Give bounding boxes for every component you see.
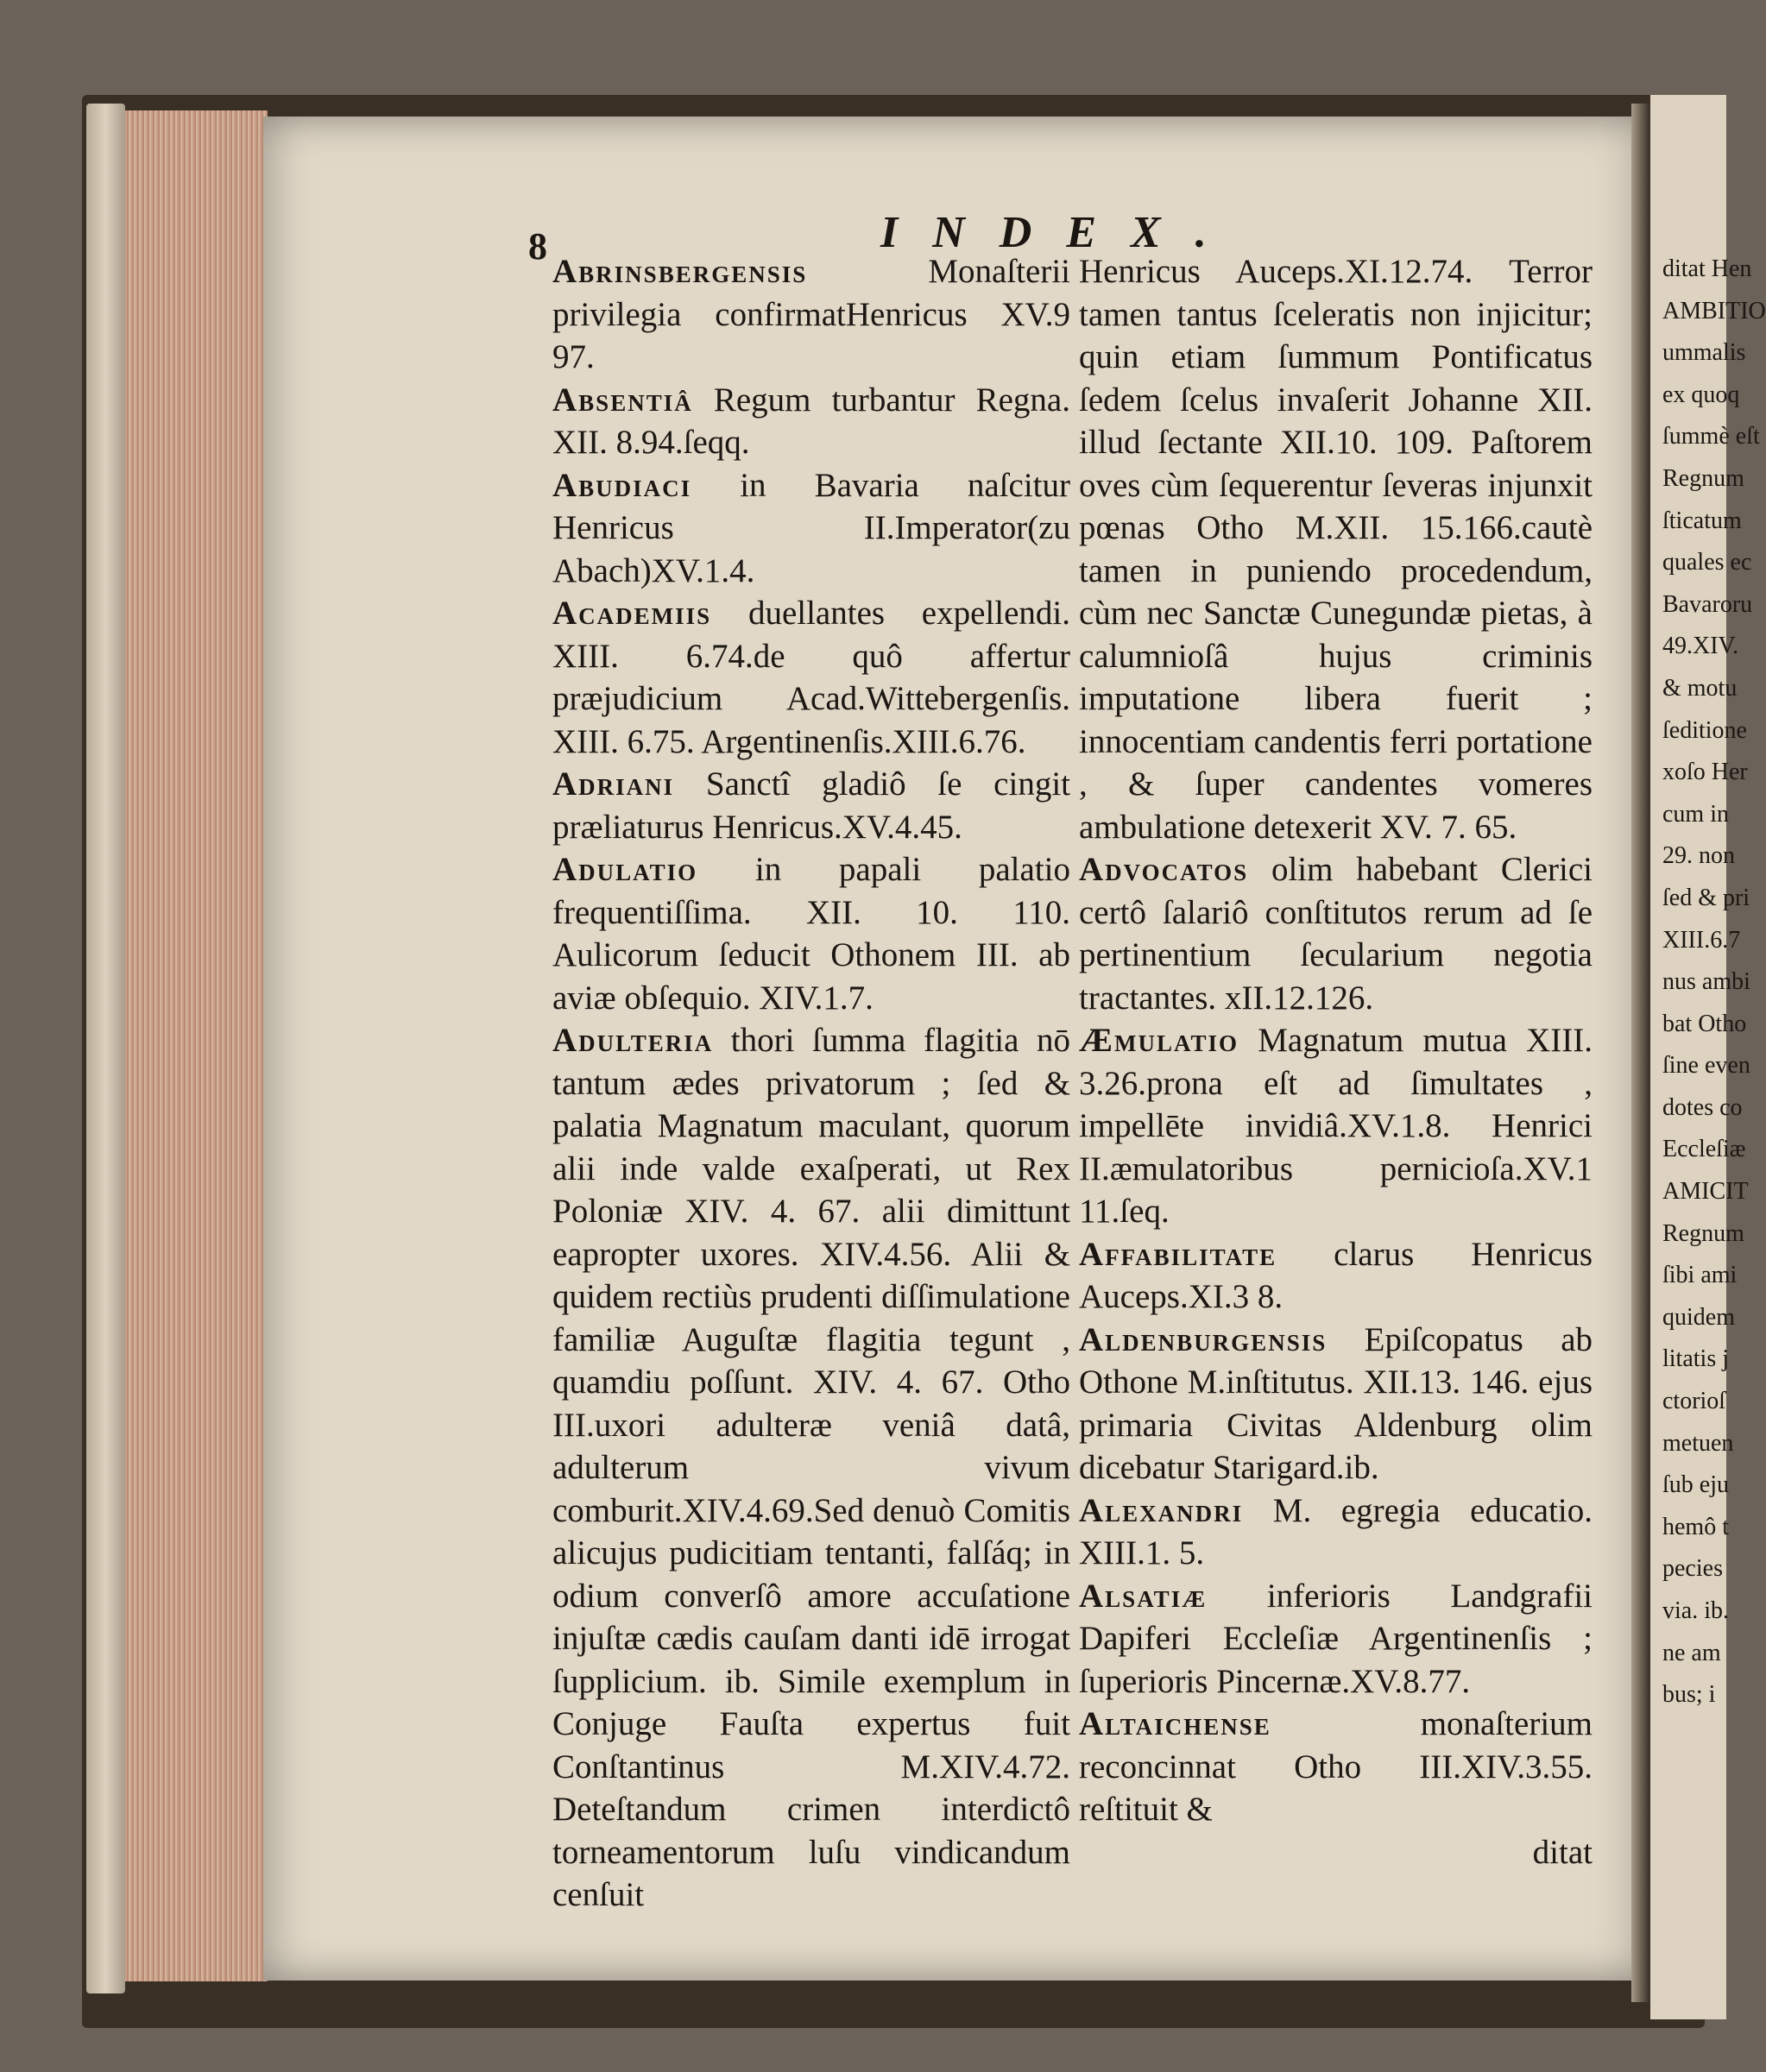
index-entry [552,848,1070,1019]
index-entry [1079,1489,1593,1575]
next-page-line: cum in [1662,800,1729,828]
next-page-line: xoſo Her [1662,759,1748,786]
next-page-line: bat Otho [1662,1010,1747,1037]
entry-lemma: Alexandri [1079,1491,1244,1529]
next-page-line: pecies [1662,1555,1723,1583]
index-entry [552,1019,1070,1917]
next-page-line: XIII.6.7 [1662,926,1741,954]
next-page-line: AMICIT [1662,1178,1749,1206]
left-column [552,250,1070,1917]
index-entry [1079,250,1593,848]
next-page-line: & motu [1662,674,1738,702]
next-page-line: hemô t [1662,1513,1729,1540]
entry-lemma: Adulteria [552,1022,714,1059]
next-page-line: metuen [1662,1429,1734,1457]
next-page-line: Regnum [1662,1219,1744,1247]
entry-text: Sanctî gladiô ſe cingit præliaturus Henricus.XV.4.45. [552,765,1070,846]
entry-text: Regum turbantur Regna. XII. 8.94.ſeqq. [552,381,1070,461]
index-entry [552,592,1070,763]
entry-text: thori ſumma flagitia nō tantum ædes privatorum ; ſed & palatia Magnatum maculant, quorum alii inde valde exaſperati, ut Rex Poloniæ XIV. 4. 67. alii dimittunt eapropter uxores. XIV.4.56. Alii & quidem rectiùs prudenti diſſimulatione familiæ Auguſtæ flagitia tegunt , quamdiu poſſunt. XIV. 4. 67. Otho III.uxori adulteræ veniâ datâ, adulterum vivum comburit.XIV.4.69.Sed denuò Comitis alicujus pudicitiam tentanti, falſáq; in odium converſô amore accuſatione injuſtæ cædis cauſam danti idē irrogat ſupplicium. ib. Simile exemplum in Conjuge Fauſta expertus fuit Conſtantinus M.XIV.4.72. Deteſtandum crimen interdictô torneamentorum luſu vindicandum cenſuit [552,1022,1070,1913]
next-page-line: quales ec [1662,549,1752,576]
next-page-line: litatis j [1662,1345,1729,1373]
next-page-line: 49.XIV. [1662,633,1739,660]
book-spine [86,104,125,1993]
next-page-line: ſed & pri [1662,884,1750,911]
next-page-line: AMBITIO [1662,297,1766,324]
index-entry [552,464,1070,593]
entry-text: monaſterium reconcinnat Otho III.XIV.3.55. reſtituit & [1079,1705,1593,1828]
page-number: 8 [528,225,547,268]
entry-lemma: Abrinsbergensis [552,253,808,290]
catchword: ditat [1532,1833,1593,1871]
next-page-line: bus; i [1662,1681,1716,1709]
next-page-line: ditat Hen [1662,255,1752,282]
next-page-line: ſticatum [1662,507,1742,534]
entry-text: in papali palatio frequentiſſima. XII. 10. 110. Aulicorum ſeducit Othonem III. ab aviæ obſequio. XIV.1.7. [552,851,1070,1017]
next-page-line: ummalis [1662,339,1746,367]
next-page [1650,95,1766,2019]
next-page-line: ſeditione [1662,716,1747,744]
index-entry [1079,1575,1593,1704]
index-entry [552,250,1070,379]
entry-text: Monaſterii privilegia confirmatHenricus XV.9 97. [552,253,1070,375]
entry-lemma: Adriani [552,765,675,803]
next-page-line: dotes co [1662,1093,1743,1121]
next-page-line: quidem [1662,1303,1735,1331]
next-page-line: ne am [1662,1639,1721,1666]
right-column [1079,250,1593,1874]
entry-lemma: Alsatiæ [1079,1577,1208,1615]
page-edges [125,110,268,1981]
next-page-line: nus ambi [1662,968,1750,996]
next-page-line: ctorioſ [1662,1388,1726,1415]
index-entry [1079,1319,1593,1489]
next-page-line: ſibi ami [1662,1262,1738,1289]
entry-lemma: Æmulatio [1079,1022,1239,1059]
next-page-line: ſummè eſt [1662,423,1760,450]
entry-text: Epiſcopatus ab Othone M.inſtitutus. XII.13. 146. ejus primaria Civitas Aldenburg olim dicebatur Starigard.ib. [1079,1320,1593,1486]
entry-text: clarus Henricus Auceps.XI.3 8. [1079,1235,1593,1315]
index-entry [1079,1019,1593,1233]
next-page-line: Bavaroru [1662,590,1753,618]
entry-text: olim habebant Clerici certô ſalariô conſtitutos rerum ad ſe pertinentium ſecularium negotia tractantes. xII.12.126. [1079,851,1593,1017]
entry-lemma: Advocatos [1079,851,1249,888]
entry-lemma: Altaichense [1079,1705,1271,1742]
entry-text: duellantes expellendi. XIII. 6.74.de quô affertur præjudicium Acad.Wittebergenſis. XIII. 6.75. Argentinenſis.XIII.6.76. [552,595,1070,760]
entry-text: Magnatum mutua XIII. 3.26.prona eſt ad ſimultates , impellēte invidiâ.XV.1.8. Henrici II.æmulatoribus pernicioſa.XV.1 11.ſeq. [1079,1022,1593,1230]
entry-text: M. egregia educatio. XIII.1. 5. [1079,1491,1593,1571]
entry-lemma: Abudiaci [552,466,692,504]
entry-text: in Bavaria naſcitur Henricus II.Imperator(zu Abach)XV.1.4. [552,466,1070,589]
index-entry [552,379,1070,464]
next-page-column [1662,249,1766,1716]
index-entry [1079,1233,1593,1319]
entry-lemma: Absentiâ [552,381,693,419]
entry-lemma: Academiis [552,595,712,632]
entry-text: inferioris Landgrafii Dapiferi Eccleſiæ Argentinenſis ; ſuperioris Pincernæ.XV.8.77. [1079,1577,1593,1700]
next-page-line: 29. non [1662,842,1735,870]
next-page-line: ſine even [1662,1052,1750,1080]
index-entry [1079,848,1593,1019]
entry-text: Henricus Auceps.XI.12.74. Terror tamen tantus ſceleratis non injicitur; quin etiam ſummum Pontificatus ſedem ſcelus invaſerit Johanne XII. illud ſectante XII.10. 109. Paſtorem oves cùm ſequerentur ſeveras injunxit pœnas Otho M.XII. 15.166.cautè tamen in puniendo procedendum, cùm nec Sanctæ Cunegundæ pietas, à calumnioſâ hujus criminis imputatione libera fuerit ; innocentiam candentis ferri portatione , & ſuper candentes vomeres ambulatione detexerit XV. 7. 65. [1079,253,1593,846]
entry-lemma: Aldenburgensis [1079,1320,1328,1358]
next-page-line: via. ib. [1662,1597,1729,1624]
next-page-line: Regnum [1662,464,1744,492]
next-page-line: ex quoq [1662,381,1740,408]
entry-lemma: Affabilitate [1079,1235,1277,1273]
next-page-line: Eccleſiæ [1662,1136,1746,1163]
running-head: INDEX. [880,208,1241,257]
index-entry [1079,1703,1593,1831]
index-entry [552,763,1070,848]
next-page-line: ſub eju [1662,1471,1729,1499]
entry-lemma: Adulatio [552,851,698,888]
